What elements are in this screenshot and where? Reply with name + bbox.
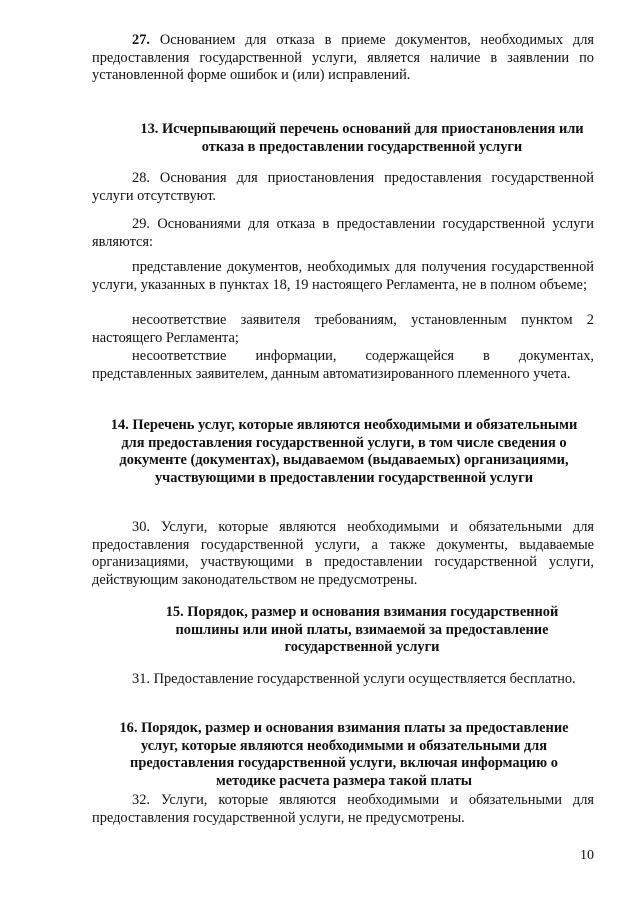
section-16-heading: 16. Порядок, размер и основания взимания платы за предоставление услуг, которые являются необходимыми и обязательными для предоставления государственной услуги, включая информацию о методике расчета размера такой платы [119, 720, 569, 789]
paragraph-29-intro: 29. Основаниями для отказа в предоставлении государственной услуги являются: [92, 216, 594, 250]
paragraph-27-number: 27. [132, 32, 150, 48]
paragraph-29-item-2: несоответствие заявителя требованиям, установленным пунктом 2 настоящего Регламента; [92, 312, 594, 346]
paragraph-30: 30. Услуги, которые являются необходимыми и обязательными для предоставления государственной услуги, а также документы, выдаваемые организациями, участвующими в предоставлении государственной услуги, действующим законодательством не предусмотрены. [92, 519, 594, 588]
paragraph-27 [92, 32, 594, 85]
paragraph-29-item-3: несоответствие информации, содержащейся в документах, представленных заявителем, данным автоматизированного племенного учета. [92, 348, 594, 382]
paragraph-28: 28. Основания для приостановления предоставления государственной услуги отсутствуют. [92, 170, 594, 204]
paragraph-32: 32. Услуги, которые являются необходимыми и обязательными для предоставления государственной услуги, не предусмотрены. [92, 792, 594, 826]
paragraph-29-item-1: представление документов, необходимых для получения государственной услуги, указанных в пунктах 18, 19 настоящего Регламента, не в полном объеме; [92, 259, 594, 293]
page-number: 10 [580, 848, 594, 863]
paragraph-31: 31. Предоставление государственной услуги осуществляется бесплатно. [132, 671, 576, 687]
section-14-heading: 14. Перечень услуг, которые являются необходимыми и обязательными для предоставления государственной услуги, в том числе сведения о документе (документах), выдаваемом (выдаваемых) организациями, участвующими в предоставлении государственной услуги [110, 417, 578, 486]
paragraph-27-text: Основанием для отказа в приеме документов, необходимых для предоставления государственной услуги, является наличие в заявлении по установленной форме ошибок и (или) исправлений. [92, 32, 594, 83]
section-13-heading: 13. Исчерпывающий перечень оснований для приостановления или отказа в предоставлении государственной услуги [140, 121, 584, 155]
section-15-heading: 15. Порядок, размер и основания взимания государственной пошлины или иной платы, взимаемой за предоставление государственной услуги [165, 604, 559, 655]
